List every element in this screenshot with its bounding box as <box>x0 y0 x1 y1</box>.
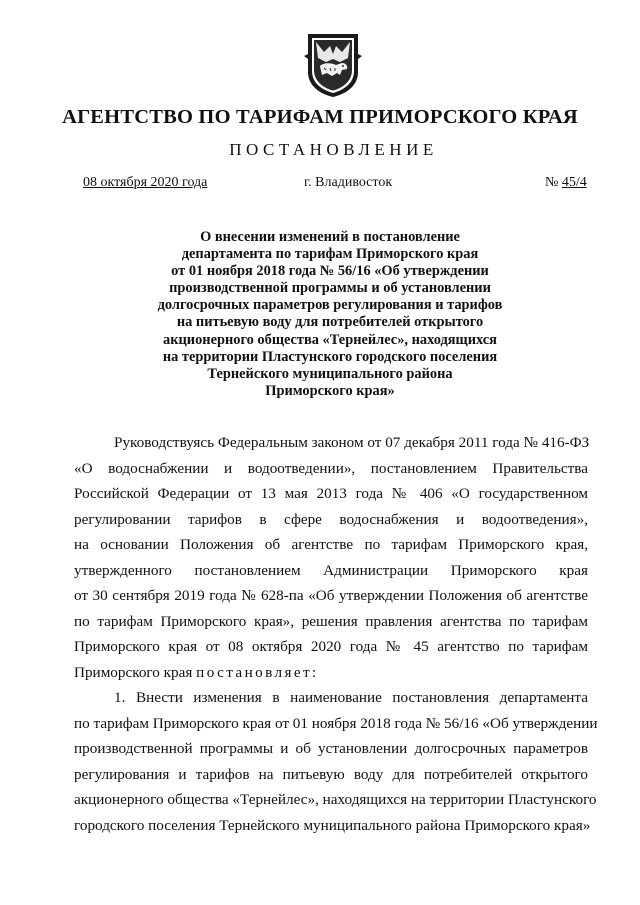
title-line: акционерного общества «Тернейлес», находящихся <box>163 331 497 348</box>
coat-of-arms-icon <box>302 32 364 98</box>
title-line: Приморского края» <box>265 382 395 399</box>
preamble-line: по тарифам Приморского края», решения правления агентства по тарифам <box>74 612 588 630</box>
document-city: г. Владивосток <box>304 175 393 190</box>
item-1-line: регулирования и тарифов на питьевую воду для потребителей открытого <box>74 765 588 783</box>
preamble-line: на основании Положения об агентстве по тарифам Приморского края, <box>74 536 588 553</box>
preamble-line: утвержденного постановлением Администрации Приморского края <box>74 561 588 579</box>
agency-name: АГЕНТСТВО ПО ТАРИФАМ ПРИМОРСКОГО КРАЯ <box>62 106 578 128</box>
resolution-verb: постановляет: <box>196 663 319 681</box>
title-line: департамента по тарифам Приморского края <box>181 246 479 263</box>
title-line: долгосрочных параметров регулирования и тарифов <box>157 297 503 314</box>
preamble-line: Руководствуясь Федеральным законом от 07 декабря 2011 года № 416-ФЗ <box>114 434 590 451</box>
title-line: Тернейского муниципального района <box>207 365 453 382</box>
preamble-line: регулировании тарифов в сфере водоснабжения и водоотведения», <box>74 510 588 528</box>
document-number-value: 45/4 <box>561 175 587 190</box>
document-date: 08 октября 2020 года <box>83 175 208 190</box>
preamble-line: Российской Федерации от 13 мая 2013 года № 406 «О государственном <box>74 485 588 502</box>
title-line: на территории Пластунского городского поселения <box>162 348 498 365</box>
resolution-prefix: Приморского края <box>74 663 197 681</box>
title-line: на питьевую воду для потребителей открытого <box>176 314 484 331</box>
title-line: от 01 ноября 2018 года № 56/16 «Об утверждении <box>171 263 489 280</box>
preamble-line: «О водоснабжении и водоотведении», постановлением Правительства <box>74 459 588 477</box>
title-line: производственной программы и об установлении <box>169 280 491 297</box>
document-number-prefix: № <box>545 175 562 190</box>
resolution-phrase <box>74 660 588 686</box>
item-1-line: акционерного общества «Тернейлес», находящихся на территории Пластунского <box>74 791 597 808</box>
title-line: О внесении изменений в постановление <box>200 229 460 245</box>
preamble-line: от 30 сентября 2019 года № 628-па «Об утверждении Положения об агентстве <box>74 587 588 604</box>
document-body <box>74 430 598 838</box>
document-number <box>545 175 587 191</box>
document-type-title: ПОСТАНОВЛЕНИЕ <box>229 140 438 159</box>
item-1-line: по тарифам Приморского края от 01 ноября 2018 года № 56/16 «Об утверждении <box>74 714 598 732</box>
document-title <box>120 229 540 400</box>
preamble-line: Приморского края от 08 октября 2020 года № 45 агентство по тарифам <box>74 638 588 655</box>
item-1-line: производственной программы и об установлении долгосрочных параметров <box>74 740 588 757</box>
item-1-line: 1. Внести изменения в наименование постановления департамента <box>114 689 588 706</box>
item-1-line: городского поселения Тернейского муниципального района Приморского края» <box>74 816 591 834</box>
